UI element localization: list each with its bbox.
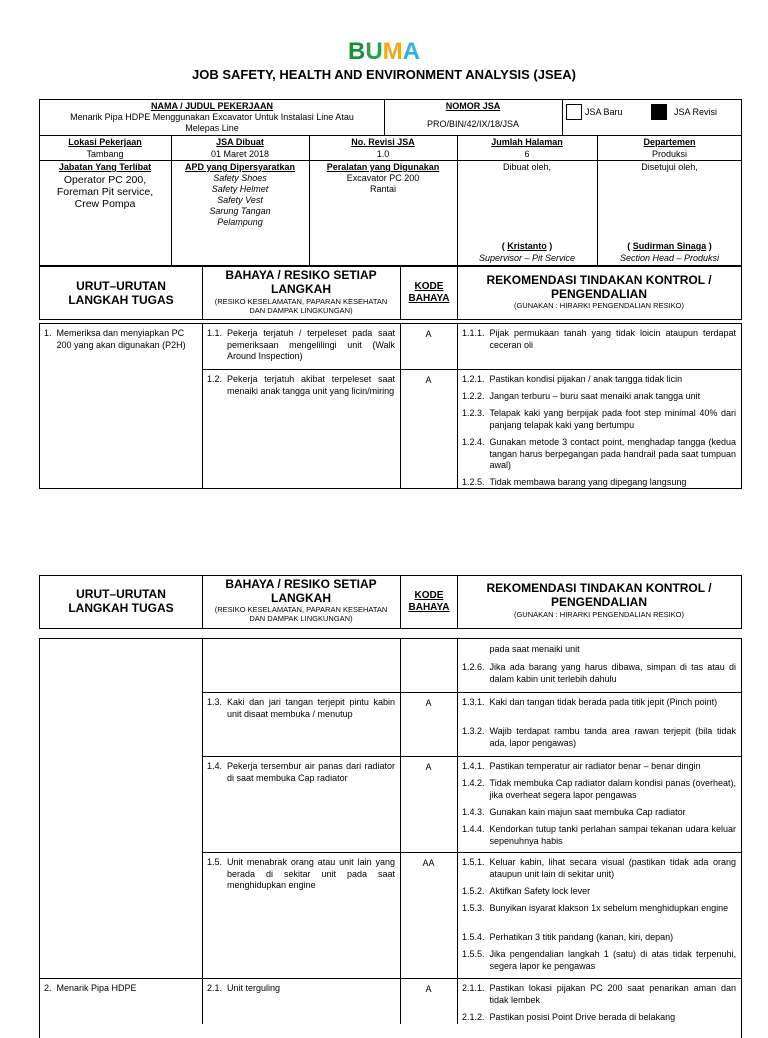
control-row: 1.2.1. Pastikan kondisi pijakan / anak tangga tidak licin (462, 374, 683, 384)
nama-label: NAMA / JUDUL PEKERJAAN (150, 101, 273, 111)
control-row: 1.4.1. Pastikan temperatur air radiator benar – benar dingin (462, 761, 701, 771)
hazard-row: 2.1. Unit terguling (207, 983, 281, 993)
header-kode: KODE BAHAYA (408, 281, 450, 304)
control-row: 1.5.3. Bunyikan isyarat klakson 1x sebelum menghidupkan engine (462, 903, 729, 913)
control-row: 1.4.4. Kendorkan tutup tanki perlahan sampai tekanan udara keluar sepenuhnya habis (462, 824, 736, 846)
buma-logo: BUMA (347, 38, 421, 65)
control-row: 1.5.2. Aktifkan Safety lock lever (462, 886, 591, 896)
kode-bahaya: A (425, 375, 432, 385)
control-row: 1.4.2. Tidak membuka Cap radiator dalam kondisi panas (overheat), jika overheat segera lapor pengawas (462, 778, 736, 800)
revisi-label: No. Revisi JSA (351, 137, 415, 147)
control-row: 1.5.1. Keluar kabin, lihat secara visual (pastikan tidak ada orang ataupun unit lain di sekitar unit) (462, 857, 736, 879)
header-rekom: REKOMENDASI TINDAKAN KONTROL / PENGENDALIAN (486, 273, 712, 301)
apd-list (171, 173, 309, 228)
hazard-row: 1.2. Pekerja terjatuh akibat terpeleset saat menaiki anak tangga unit yang licin/miring (207, 374, 395, 396)
dibuat-value: 01 Maret 2018 (210, 149, 270, 159)
kode-bahaya: AA (422, 858, 435, 868)
control-row: 1.2.5. Tidak membawa barang yang dipegang langsung (462, 477, 687, 487)
header-kode: KODE BAHAYA (408, 590, 450, 613)
control-row: 1.3.1. Kaki dan tangan tidak berada pada titik jepit (Pinch point) (462, 697, 718, 707)
header-bahaya: BAHAYA / RESIKO SETIAP LANGKAH (225, 577, 377, 605)
kode-bahaya: A (425, 698, 432, 708)
step-row: 2. Menarik Pipa HDPE (44, 983, 137, 993)
header-urut: URUT–URUTAN LANGKAH TUGAS (68, 279, 174, 307)
apd-item: Sarung Tangan (209, 206, 271, 216)
signer1-name: ( Kristanto ) (501, 241, 553, 251)
header-urut: URUT–URUTAN LANGKAH TUGAS (68, 587, 174, 615)
halaman-label: Jumlah Halaman (491, 137, 563, 147)
control-row: 1.5.4. Perhatikan 3 titik pandang (kanan, kiri, depan) (462, 932, 674, 942)
header-bahaya: BAHAYA / RESIKO SETIAP LANGKAH (225, 268, 377, 296)
apd-item: Pelampung (217, 217, 263, 227)
jsa-baru-checkbox[interactable] (566, 104, 582, 120)
kode-bahaya: A (425, 329, 432, 339)
signer2-role: Section Head – Produksi (619, 253, 720, 263)
jsa-baru-label: JSA Baru (585, 107, 623, 117)
header-bahaya-sub: (RESIKO KESELAMATAN, PAPARAN KESEHATAN DAN DAMPAK LINGKUNGAN) (214, 605, 388, 623)
lokasi-value: Tambang (86, 149, 124, 159)
control-row: 1.2.3. Telapak kaki yang berpijak pada foot step minimal 40% dari panjang telapak kaki yang bertumpu (462, 408, 736, 430)
apd-item: Safety Vest (217, 195, 263, 205)
signer2-name: ( Sudirman Sinaga ) (627, 241, 712, 251)
nomor-label: NOMOR JSA (445, 101, 501, 111)
nomor-value: PRO/BIN/42/IX/18/JSA (426, 119, 520, 129)
halaman-value: 6 (524, 149, 530, 159)
control-row: pada saat menaiki unit (489, 644, 580, 654)
jabatan-label: Jabatan Yang Terlibat (58, 162, 152, 172)
header-rekom-sub: (GUNAKAN : HIRARKI PENGENDALIAN RESIKO) (513, 301, 685, 310)
control-row: 1.2.6. Jika ada barang yang harus dibawa, simpan di tas atau di dalam kabin unit terlebih dahulu (462, 662, 736, 684)
apd-item: Safety Shoes (213, 173, 267, 183)
departemen-label: Departemen (643, 137, 696, 147)
control-row: 1.2.4. Gunakan metode 3 contact point, menghadap tangga (kedua tangan harus berpegangan pada handrail pada saat tumpuan awal) (462, 437, 736, 470)
departemen-value: Produksi (651, 149, 687, 159)
control-row: 1.1.1. Pijak permukaan tanah yang tidak loicin ataupun terdapat ceceran oli (462, 328, 736, 350)
dibuat-label: JSA Dibuat (216, 137, 264, 147)
header-bahaya-sub: (RESIKO KESELAMATAN, PAPARAN KESEHATAN DAN DAMPAK LINGKUNGAN) (214, 297, 388, 315)
jsa-revisi-label: JSA Revisi (674, 107, 718, 117)
document-title: JOB SAFETY, HEALTH AND ENVIRONMENT ANALYSIS (JSEA) (191, 67, 577, 82)
dibuat-oleh: Dibuat oleh, (502, 162, 552, 172)
hazard-row: 1.5. Unit menabrak orang atau unit lain yang berada di sekitar unit pada saat menghidupkan engine (207, 857, 395, 890)
kode-bahaya: A (425, 984, 432, 994)
hazard-row: 1.4. Pekerja tersembur air panas dari radiator di saat membuka Cap radiator (207, 761, 395, 783)
apd-item: Safety Helmet (211, 184, 269, 194)
header-rekom-sub: (GUNAKAN : HIRARKI PENGENDALIAN RESIKO) (513, 610, 685, 619)
signer1-role: Supervisor – Pit Service (478, 253, 576, 263)
header-rekom: REKOMENDASI TINDAKAN KONTROL / PENGENDALIAN (486, 581, 712, 609)
kode-bahaya: A (425, 762, 432, 772)
disetujui-oleh: Disetujui oleh, (641, 162, 698, 172)
jsa-revisi-checkbox[interactable] (651, 104, 667, 120)
control-row: 2.1.1. Pastikan lokasi pijakan PC 200 saat penarikan aman dan tidak lembek (462, 983, 736, 1005)
control-row: 1.3.2. Wajib terdapat rambu tanda area rawan terjepit (bila tidak ada, lapor pengawas) (462, 726, 736, 748)
hazard-row: 1.3. Kaki dan jari tangan terjepit pintu kabin unit disaat membuka / menutup (207, 697, 395, 719)
lokasi-label: Lokasi Pekerjaan (68, 137, 142, 147)
revisi-value: 1.0 (376, 149, 390, 159)
hazard-row: 1.1. Pekerja terjatuh / terpeleset pada saat pemeriksaan mengelilingi unit (Walk Around Inspection) (207, 328, 395, 361)
step-row: 1. Memeriksa dan menyiapkan PC 200 yang akan digunakan (P2H) (44, 328, 186, 350)
control-row: 1.2.2. Jangan terburu – buru saat menaiki anak tangga unit (462, 391, 701, 401)
jabatan-value: Operator PC 200, Foreman Pit service, Crew Pompa (56, 174, 154, 210)
control-row: 2.1.2. Pastikan posisi Point Drive berada di belakang (462, 1012, 676, 1022)
control-row: 1.4.3. Gunakan kain majun saat membuka Cap radiator (462, 807, 686, 817)
control-row: 1.5.5. Jika pengendalian langkah 1 (satu) di atas tidak terpenuhi, segera lapor ke pengawas (462, 949, 736, 971)
peralatan-value: Excavator PC 200 Rantai (346, 173, 420, 194)
peralatan-label: Peralatan yang Digunakan (326, 162, 440, 172)
apd-label: APD yang Dipersyaratkan (184, 162, 296, 172)
nama-value: Menarik Pipa HDPE Menggunakan Excavator Untuk Instalasi Line Atau Melepas Line (70, 112, 354, 133)
